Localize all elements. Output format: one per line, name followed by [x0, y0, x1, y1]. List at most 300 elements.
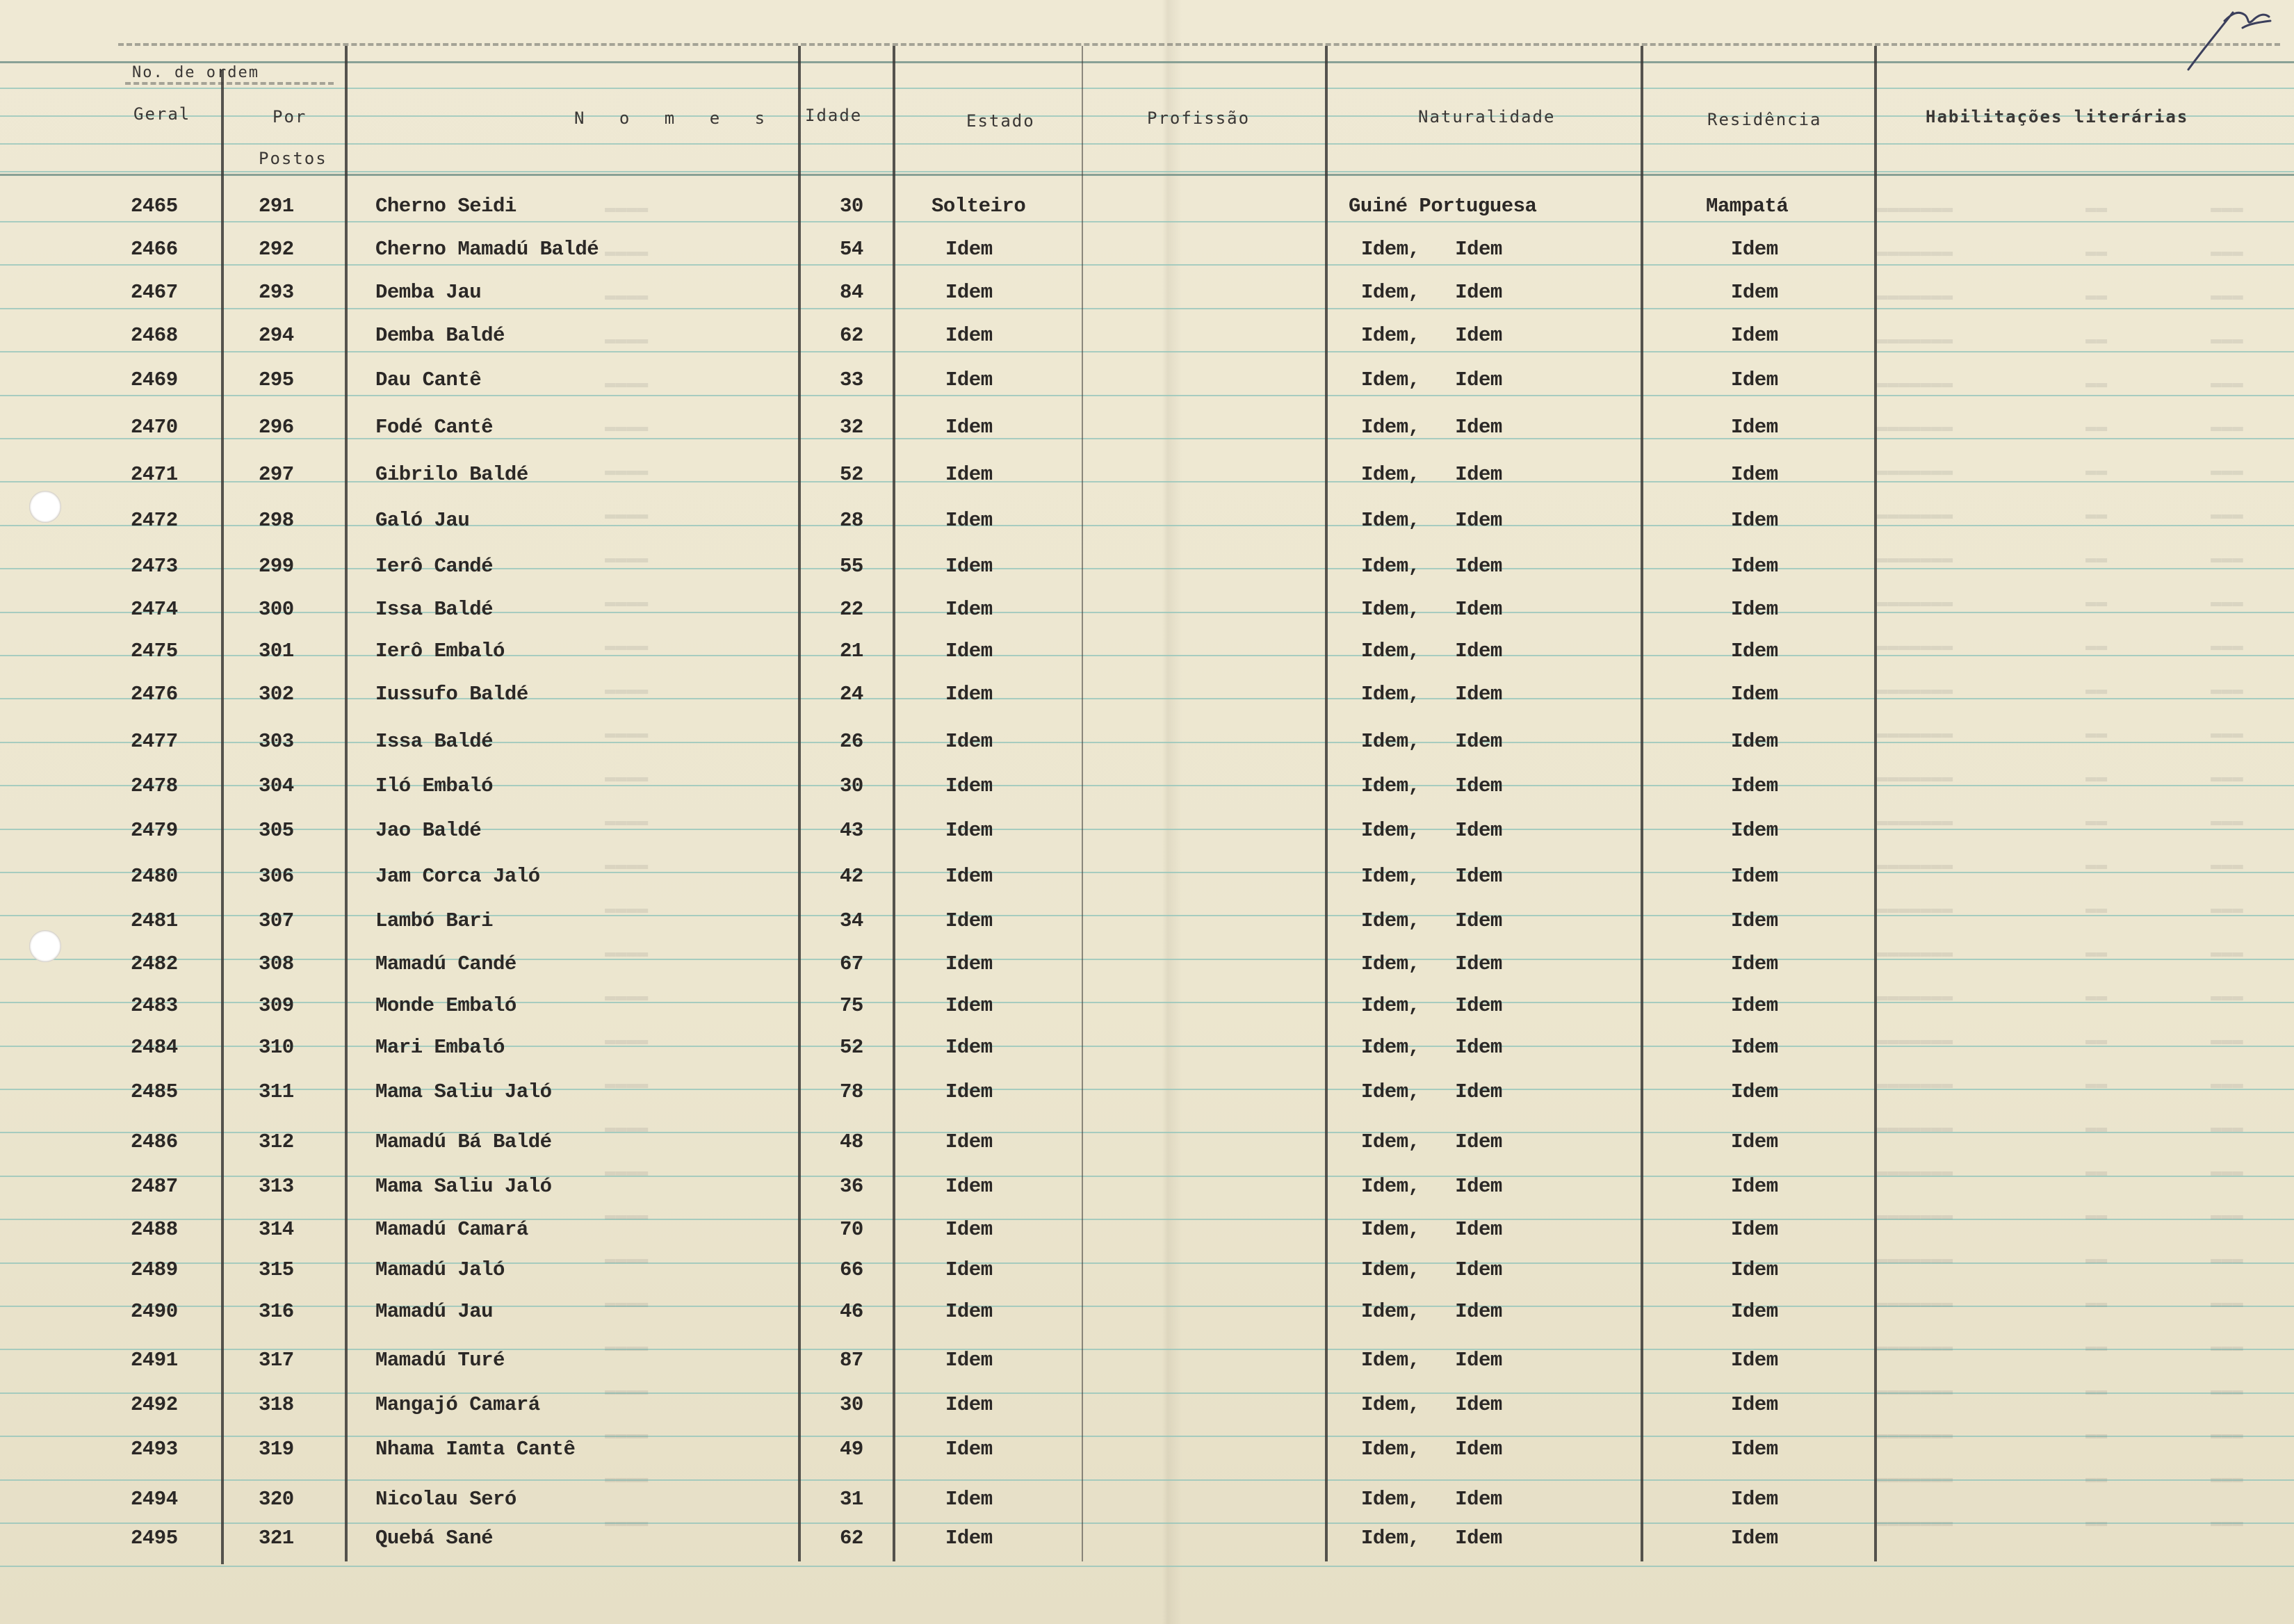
bleed-through-mark: ▬▬▬▬▬▬▬: [1877, 329, 1953, 350]
bleed-through-mark: ▬▬: [2085, 1073, 2108, 1094]
cell-residencia: Idem: [1731, 1488, 1778, 1511]
cell-idade: 67: [840, 952, 863, 975]
bleed-through-mark: ▬▬▬: [2211, 1117, 2243, 1138]
cell-naturalidade: Idem, Idem: [1361, 1393, 1502, 1416]
cell-nome: Demba Baldé: [375, 324, 505, 347]
bleed-through-mark: ▬▬▬: [2211, 1424, 2243, 1445]
cell-idade: 26: [840, 730, 863, 753]
cell-residencia: Idem: [1731, 865, 1778, 888]
bleed-through-mark: ▬▬▬▬▬▬▬: [1877, 635, 1953, 656]
bleed-through-mark: ▬▬▬: [2211, 723, 2243, 744]
cell-estado: Idem: [945, 463, 993, 486]
cell-por: 316: [259, 1300, 294, 1323]
bleed-through-mark: ▬▬▬▬: [605, 635, 649, 656]
cell-por: 320: [259, 1488, 294, 1511]
cell-geral: 2491: [131, 1349, 178, 1372]
divider-residencia-habilitacoes: [1874, 46, 1877, 1561]
cell-por: 318: [259, 1393, 294, 1416]
cell-estado: Idem: [945, 598, 993, 621]
bleed-through-mark: ▬▬: [2085, 1249, 2108, 1269]
cell-geral: 2475: [131, 640, 178, 663]
cell-por: 305: [259, 819, 294, 842]
binder-hole-bottom: [29, 930, 61, 962]
cell-geral: 2495: [131, 1527, 178, 1550]
bleed-through-mark: ▬▬▬: [2211, 416, 2243, 437]
cell-por: 321: [259, 1527, 294, 1550]
cell-naturalidade: Idem, Idem: [1361, 238, 1502, 261]
cell-estado: Solteiro: [932, 195, 1026, 218]
bleed-through-mark: ▬▬▬: [2211, 504, 2243, 525]
cell-naturalidade: Idem, Idem: [1361, 368, 1502, 391]
bleed-through-mark: ▬▬▬▬: [605, 1030, 649, 1050]
bleed-through-mark: ▬▬▬▬▬▬▬: [1877, 723, 1953, 744]
cell-por: 301: [259, 640, 294, 663]
bleed-through-mark: ▬▬▬▬▬▬▬: [1877, 1030, 1953, 1050]
bleed-through-mark: ▬▬▬▬: [605, 1205, 649, 1226]
ruled-line: [0, 395, 2294, 396]
bleed-through-mark: ▬▬▬▬▬▬▬: [1877, 986, 1953, 1007]
divider-idade-estado: [893, 46, 895, 1561]
cell-por: 296: [259, 416, 294, 439]
cell-residencia: Mampatá: [1706, 195, 1789, 218]
cell-estado: Idem: [945, 1218, 993, 1241]
bleed-through-mark: ▬▬: [2085, 1030, 2108, 1050]
cell-idade: 75: [840, 994, 863, 1017]
cell-residencia: Idem: [1731, 281, 1778, 304]
cell-nome: Mari Embaló: [375, 1036, 505, 1059]
cell-geral: 2468: [131, 324, 178, 347]
bleed-through-mark: ▬▬▬: [2211, 986, 2243, 1007]
bleed-through-mark: ▬▬▬▬▬▬▬: [1877, 504, 1953, 525]
cell-residencia: Idem: [1731, 909, 1778, 932]
bleed-through-mark: ▬▬: [2085, 679, 2108, 700]
divider-profissao-naturalidade: [1325, 46, 1328, 1561]
cell-geral: 2469: [131, 368, 178, 391]
cell-residencia: Idem: [1731, 555, 1778, 578]
cell-nome: Quebá Sané: [375, 1527, 494, 1550]
bleed-through-mark: ▬▬▬▬: [605, 1380, 649, 1401]
cell-residencia: Idem: [1731, 1527, 1778, 1550]
cell-estado: Idem: [945, 1349, 993, 1372]
cell-nome: Demba Jau: [375, 281, 482, 304]
cell-por: 309: [259, 994, 294, 1017]
bleed-through-mark: ▬▬▬▬▬▬▬: [1877, 1117, 1953, 1138]
cell-estado: Idem: [945, 865, 993, 888]
cell-residencia: Idem: [1731, 598, 1778, 621]
cell-naturalidade: Idem, Idem: [1361, 1080, 1502, 1103]
bleed-through-mark: ▬▬: [2085, 1205, 2108, 1226]
col-header-residencia: Residência: [1707, 110, 1822, 129]
handwritten-initials: [2183, 0, 2280, 76]
cell-nome: Iló Embaló: [375, 774, 494, 797]
cell-por: 310: [259, 1036, 294, 1059]
cell-idade: 66: [840, 1258, 863, 1281]
cell-residencia: Idem: [1731, 1349, 1778, 1372]
cell-geral: 2465: [131, 195, 178, 218]
bleed-through-mark: ▬▬▬▬▬▬▬: [1877, 460, 1953, 481]
cell-naturalidade: Idem, Idem: [1361, 598, 1502, 621]
cell-por: 298: [259, 509, 294, 532]
cell-idade: 24: [840, 683, 863, 706]
cell-residencia: Idem: [1731, 952, 1778, 975]
bleed-through-mark: ▬▬▬▬▬▬▬: [1877, 197, 1953, 218]
cell-naturalidade: Idem, Idem: [1361, 1218, 1502, 1241]
cell-por: 294: [259, 324, 294, 347]
ruled-line: [0, 351, 2294, 352]
bleed-through-mark: ▬▬▬▬▬▬▬: [1877, 811, 1953, 831]
cell-estado: Idem: [945, 416, 993, 439]
bleed-through-mark: ▬▬▬: [2211, 1205, 2243, 1226]
cell-nome: Nhama Iamta Cantê: [375, 1438, 576, 1461]
cell-idade: 34: [840, 909, 863, 932]
cell-por: 299: [259, 555, 294, 578]
col-header-postos: Postos: [259, 149, 327, 168]
bleed-through-mark: ▬▬▬: [2211, 241, 2243, 262]
cell-geral: 2494: [131, 1488, 178, 1511]
bleed-through-mark: ▬▬▬▬▬▬▬: [1877, 416, 1953, 437]
cell-estado: Idem: [945, 730, 993, 753]
bleed-through-mark: ▬▬▬▬: [605, 1424, 649, 1445]
cell-nome: Ierô Embaló: [375, 640, 505, 663]
cell-geral: 2477: [131, 730, 178, 753]
bleed-through-mark: ▬▬▬▬: [605, 942, 649, 963]
bleed-through-mark: ▬▬▬▬: [605, 285, 649, 306]
cell-por: 314: [259, 1218, 294, 1241]
ruled-line: [0, 61, 2294, 63]
cell-idade: 22: [840, 598, 863, 621]
cell-naturalidade: Idem, Idem: [1361, 819, 1502, 842]
cell-geral: 2493: [131, 1438, 178, 1461]
bleed-through-mark: ▬▬: [2085, 986, 2108, 1007]
cell-residencia: Idem: [1731, 1218, 1778, 1241]
bleed-through-mark: ▬▬: [2085, 854, 2108, 875]
bleed-through-mark: ▬▬▬▬: [605, 1336, 649, 1357]
cell-residencia: Idem: [1731, 1175, 1778, 1198]
cell-naturalidade: Idem, Idem: [1361, 952, 1502, 975]
cell-residencia: Idem: [1731, 238, 1778, 261]
cell-naturalidade: Idem, Idem: [1361, 1488, 1502, 1511]
cell-idade: 54: [840, 238, 863, 261]
cell-estado: Idem: [945, 640, 993, 663]
cell-residencia: Idem: [1731, 774, 1778, 797]
cell-naturalidade: Idem, Idem: [1361, 1036, 1502, 1059]
cell-idade: 84: [840, 281, 863, 304]
divider-por-nomes: [345, 46, 348, 1561]
cell-estado: Idem: [945, 683, 993, 706]
divider-estado-profissao: [1082, 46, 1083, 1561]
order-dashed-rule: [125, 82, 334, 85]
bleed-through-mark: ▬▬▬▬▬▬▬: [1877, 942, 1953, 963]
cell-estado: Idem: [945, 774, 993, 797]
cell-estado: Idem: [945, 1527, 993, 1550]
cell-geral: 2488: [131, 1218, 178, 1241]
divider-nomes-idade: [798, 46, 801, 1561]
bleed-through-mark: ▬▬▬▬: [605, 329, 649, 350]
ruled-line: [0, 171, 2294, 172]
cell-estado: Idem: [945, 909, 993, 932]
cell-residencia: Idem: [1731, 416, 1778, 439]
cell-residencia: Idem: [1731, 1080, 1778, 1103]
bleed-through-mark: ▬▬▬▬: [605, 548, 649, 569]
bleed-through-mark: ▬▬▬: [2211, 1380, 2243, 1401]
cell-nome: Gibrilo Baldé: [375, 463, 528, 486]
bleed-through-mark: ▬▬: [2085, 1424, 2108, 1445]
cell-por: 300: [259, 598, 294, 621]
bleed-through-mark: ▬▬▬▬▬▬▬: [1877, 1424, 1953, 1445]
cell-idade: 30: [840, 195, 863, 218]
cell-idade: 70: [840, 1218, 863, 1241]
bleed-through-mark: ▬▬▬▬▬▬▬: [1877, 767, 1953, 788]
cell-idade: 36: [840, 1175, 863, 1198]
cell-idade: 31: [840, 1488, 863, 1511]
bleed-through-mark: ▬▬▬▬▬▬▬: [1877, 679, 1953, 700]
bleed-through-mark: ▬▬▬▬: [605, 1073, 649, 1094]
bleed-through-mark: ▬▬▬: [2211, 898, 2243, 919]
cell-idade: 46: [840, 1300, 863, 1323]
bleed-through-mark: ▬▬▬▬: [605, 1511, 649, 1532]
cell-nome: Mamadú Jau: [375, 1300, 494, 1323]
cell-por: 295: [259, 368, 294, 391]
bleed-through-mark: ▬▬▬▬: [605, 1161, 649, 1182]
cell-geral: 2470: [131, 416, 178, 439]
cell-estado: Idem: [945, 368, 993, 391]
cell-idade: 49: [840, 1438, 863, 1461]
cell-naturalidade: Idem, Idem: [1361, 281, 1502, 304]
bleed-through-mark: ▬▬▬▬▬▬▬: [1877, 1205, 1953, 1226]
cell-estado: Idem: [945, 1036, 993, 1059]
cell-estado: Idem: [945, 1488, 993, 1511]
col-header-idade: Idade: [805, 106, 863, 125]
cell-estado: Idem: [945, 555, 993, 578]
bleed-through-mark: ▬▬▬: [2211, 1292, 2243, 1313]
cell-residencia: Idem: [1731, 1438, 1778, 1461]
bleed-through-mark: ▬▬▬▬▬▬▬: [1877, 548, 1953, 569]
cell-geral: 2485: [131, 1080, 178, 1103]
ruled-line: [0, 88, 2294, 89]
cell-por: 302: [259, 683, 294, 706]
bleed-through-mark: ▬▬▬▬▬▬▬: [1877, 241, 1953, 262]
cell-idade: 21: [840, 640, 863, 663]
cell-naturalidade: Idem, Idem: [1361, 730, 1502, 753]
bleed-through-mark: ▬▬▬: [2211, 1468, 2243, 1488]
cell-por: 317: [259, 1349, 294, 1372]
cell-por: 306: [259, 865, 294, 888]
bleed-through-mark: ▬▬▬▬▬▬▬: [1877, 285, 1953, 306]
cell-geral: 2466: [131, 238, 178, 261]
cell-geral: 2483: [131, 994, 178, 1017]
cell-naturalidade: Idem, Idem: [1361, 909, 1502, 932]
cell-estado: Idem: [945, 952, 993, 975]
ruled-line: [0, 481, 2294, 482]
bleed-through-mark: ▬▬▬▬: [605, 460, 649, 481]
cell-geral: 2479: [131, 819, 178, 842]
bleed-through-mark: ▬▬▬▬: [605, 592, 649, 612]
cell-naturalidade: Idem, Idem: [1361, 774, 1502, 797]
bleed-through-mark: ▬▬▬▬: [605, 1249, 649, 1269]
bleed-through-mark: ▬▬▬▬: [605, 767, 649, 788]
cell-naturalidade: Idem, Idem: [1361, 509, 1502, 532]
binder-hole-top: [29, 491, 61, 523]
bleed-through-mark: ▬▬▬▬▬▬▬: [1877, 1073, 1953, 1094]
ruled-line: [0, 143, 2294, 145]
bleed-through-mark: ▬▬▬: [2211, 1249, 2243, 1269]
cell-naturalidade: Idem, Idem: [1361, 994, 1502, 1017]
cell-naturalidade: Idem, Idem: [1361, 324, 1502, 347]
bleed-through-mark: ▬▬▬▬: [605, 197, 649, 218]
cell-estado: Idem: [945, 509, 993, 532]
cell-geral: 2482: [131, 952, 178, 975]
bleed-through-mark: ▬▬▬▬▬▬▬: [1877, 898, 1953, 919]
cell-residencia: Idem: [1731, 368, 1778, 391]
cell-estado: Idem: [945, 1438, 993, 1461]
bleed-through-mark: ▬▬: [2085, 898, 2108, 919]
cell-nome: Mama Saliu Jaló: [375, 1080, 552, 1103]
cell-nome: Fodé Cantê: [375, 416, 494, 439]
bleed-through-mark: ▬▬▬: [2211, 197, 2243, 218]
cell-geral: 2467: [131, 281, 178, 304]
cell-idade: 33: [840, 368, 863, 391]
cell-por: 293: [259, 281, 294, 304]
bleed-through-mark: ▬▬▬: [2211, 329, 2243, 350]
bleed-through-mark: ▬▬▬▬: [605, 723, 649, 744]
cell-estado: Idem: [945, 819, 993, 842]
bleed-through-mark: ▬▬▬▬: [605, 811, 649, 831]
cell-estado: Idem: [945, 1300, 993, 1323]
bleed-through-mark: ▬▬: [2085, 1336, 2108, 1357]
bleed-through-mark: ▬▬: [2085, 197, 2108, 218]
cell-nome: Mamadú Turé: [375, 1349, 505, 1372]
bleed-through-mark: ▬▬▬▬: [605, 898, 649, 919]
col-header-profissao: Profissão: [1147, 108, 1251, 128]
bleed-through-mark: ▬▬: [2085, 548, 2108, 569]
cell-estado: Idem: [945, 1393, 993, 1416]
bleed-through-mark: ▬▬▬▬: [605, 854, 649, 875]
cell-estado: Idem: [945, 1175, 993, 1198]
cell-por: 292: [259, 238, 294, 261]
col-header-naturalidade: Naturalidade: [1418, 107, 1556, 127]
cell-por: 315: [259, 1258, 294, 1281]
cell-idade: 42: [840, 865, 863, 888]
cell-residencia: Idem: [1731, 819, 1778, 842]
ruled-line: [0, 525, 2294, 526]
cell-geral: 2487: [131, 1175, 178, 1198]
bleed-through-mark: ▬▬: [2085, 1380, 2108, 1401]
cell-residencia: Idem: [1731, 1258, 1778, 1281]
cell-naturalidade: Idem, Idem: [1361, 1349, 1502, 1372]
bleed-through-mark: ▬▬: [2085, 723, 2108, 744]
bleed-through-mark: ▬▬▬: [2211, 460, 2243, 481]
cell-residencia: Idem: [1731, 1300, 1778, 1323]
cell-nome: Issa Baldé: [375, 730, 494, 753]
ruled-line: [0, 221, 2294, 222]
cell-idade: 55: [840, 555, 863, 578]
cell-estado: Idem: [945, 1258, 993, 1281]
cell-geral: 2478: [131, 774, 178, 797]
cell-idade: 32: [840, 416, 863, 439]
cell-residencia: Idem: [1731, 683, 1778, 706]
bleed-through-mark: ▬▬: [2085, 416, 2108, 437]
cell-nome: Cherno Mamadú Baldé: [375, 238, 599, 261]
bleed-through-mark: ▬▬▬▬▬▬▬: [1877, 1292, 1953, 1313]
bleed-through-mark: ▬▬▬: [2211, 1511, 2243, 1532]
cell-nome: Jam Corca Jaló: [375, 865, 540, 888]
cell-nome: Mamadú Candé: [375, 952, 516, 975]
cell-idade: 28: [840, 509, 863, 532]
cell-naturalidade: Guiné Portuguesa: [1349, 195, 1537, 218]
divider-naturalidade-residencia: [1641, 46, 1643, 1561]
cell-idade: 78: [840, 1080, 863, 1103]
bleed-through-mark: ▬▬▬▬: [605, 986, 649, 1007]
bleed-through-mark: ▬▬: [2085, 1292, 2108, 1313]
cell-nome: Mama Saliu Jaló: [375, 1175, 552, 1198]
bleed-through-mark: ▬▬▬▬▬▬▬: [1877, 1511, 1953, 1532]
cell-nome: Cherno Seidi: [375, 195, 516, 218]
cell-nome: Iussufo Baldé: [375, 683, 528, 706]
cell-nome: Mangajó Camará: [375, 1393, 540, 1416]
bleed-through-mark: ▬▬▬: [2211, 548, 2243, 569]
cell-por: 311: [259, 1080, 294, 1103]
top-dashed-rule: [118, 43, 2280, 46]
ruled-line: [0, 1566, 2294, 1567]
bleed-through-mark: ▬▬▬: [2211, 1161, 2243, 1182]
cell-naturalidade: Idem, Idem: [1361, 1300, 1502, 1323]
cell-idade: 52: [840, 1036, 863, 1059]
cell-geral: 2471: [131, 463, 178, 486]
col-header-habilitacoes: Habilitações literárias: [1926, 107, 2189, 127]
cell-geral: 2473: [131, 555, 178, 578]
bleed-through-mark: ▬▬: [2085, 1161, 2108, 1182]
cell-por: 291: [259, 195, 294, 218]
bleed-through-mark: ▬▬▬: [2211, 767, 2243, 788]
col-header-geral: Geral: [133, 104, 191, 124]
cell-naturalidade: Idem, Idem: [1361, 416, 1502, 439]
bleed-through-mark: ▬▬▬▬: [605, 1292, 649, 1313]
cell-por: 304: [259, 774, 294, 797]
bleed-through-mark: ▬▬▬▬▬▬▬: [1877, 1336, 1953, 1357]
cell-idade: 87: [840, 1349, 863, 1372]
cell-residencia: Idem: [1731, 1130, 1778, 1153]
bleed-through-mark: ▬▬▬▬▬▬▬: [1877, 373, 1953, 393]
cell-idade: 43: [840, 819, 863, 842]
bleed-through-mark: ▬▬▬▬: [605, 1468, 649, 1488]
cell-geral: 2472: [131, 509, 178, 532]
ruled-line: [0, 174, 2294, 176]
cell-naturalidade: Idem, Idem: [1361, 463, 1502, 486]
bleed-through-mark: ▬▬: [2085, 1468, 2108, 1488]
bleed-through-mark: ▬▬▬▬▬▬▬: [1877, 1468, 1953, 1488]
bleed-through-mark: ▬▬▬▬▬▬▬: [1877, 1249, 1953, 1269]
cell-idade: 52: [840, 463, 863, 486]
bleed-through-mark: ▬▬: [2085, 592, 2108, 612]
divider-geral-por: [221, 70, 224, 1564]
bleed-through-mark: ▬▬▬▬: [605, 679, 649, 700]
cell-por: 313: [259, 1175, 294, 1198]
cell-estado: Idem: [945, 1130, 993, 1153]
bleed-through-mark: ▬▬▬▬▬▬▬: [1877, 854, 1953, 875]
cell-geral: 2492: [131, 1393, 178, 1416]
cell-naturalidade: Idem, Idem: [1361, 555, 1502, 578]
bleed-through-mark: ▬▬▬: [2211, 679, 2243, 700]
cell-estado: Idem: [945, 281, 993, 304]
cell-nome: Galó Jau: [375, 509, 470, 532]
cell-naturalidade: Idem, Idem: [1361, 683, 1502, 706]
cell-nome: Mamadú Camará: [375, 1218, 528, 1241]
cell-nome: Monde Embaló: [375, 994, 516, 1017]
cell-naturalidade: Idem, Idem: [1361, 1438, 1502, 1461]
cell-geral: 2474: [131, 598, 178, 621]
cell-nome: Nicolau Seró: [375, 1488, 516, 1511]
bleed-through-mark: ▬▬: [2085, 241, 2108, 262]
